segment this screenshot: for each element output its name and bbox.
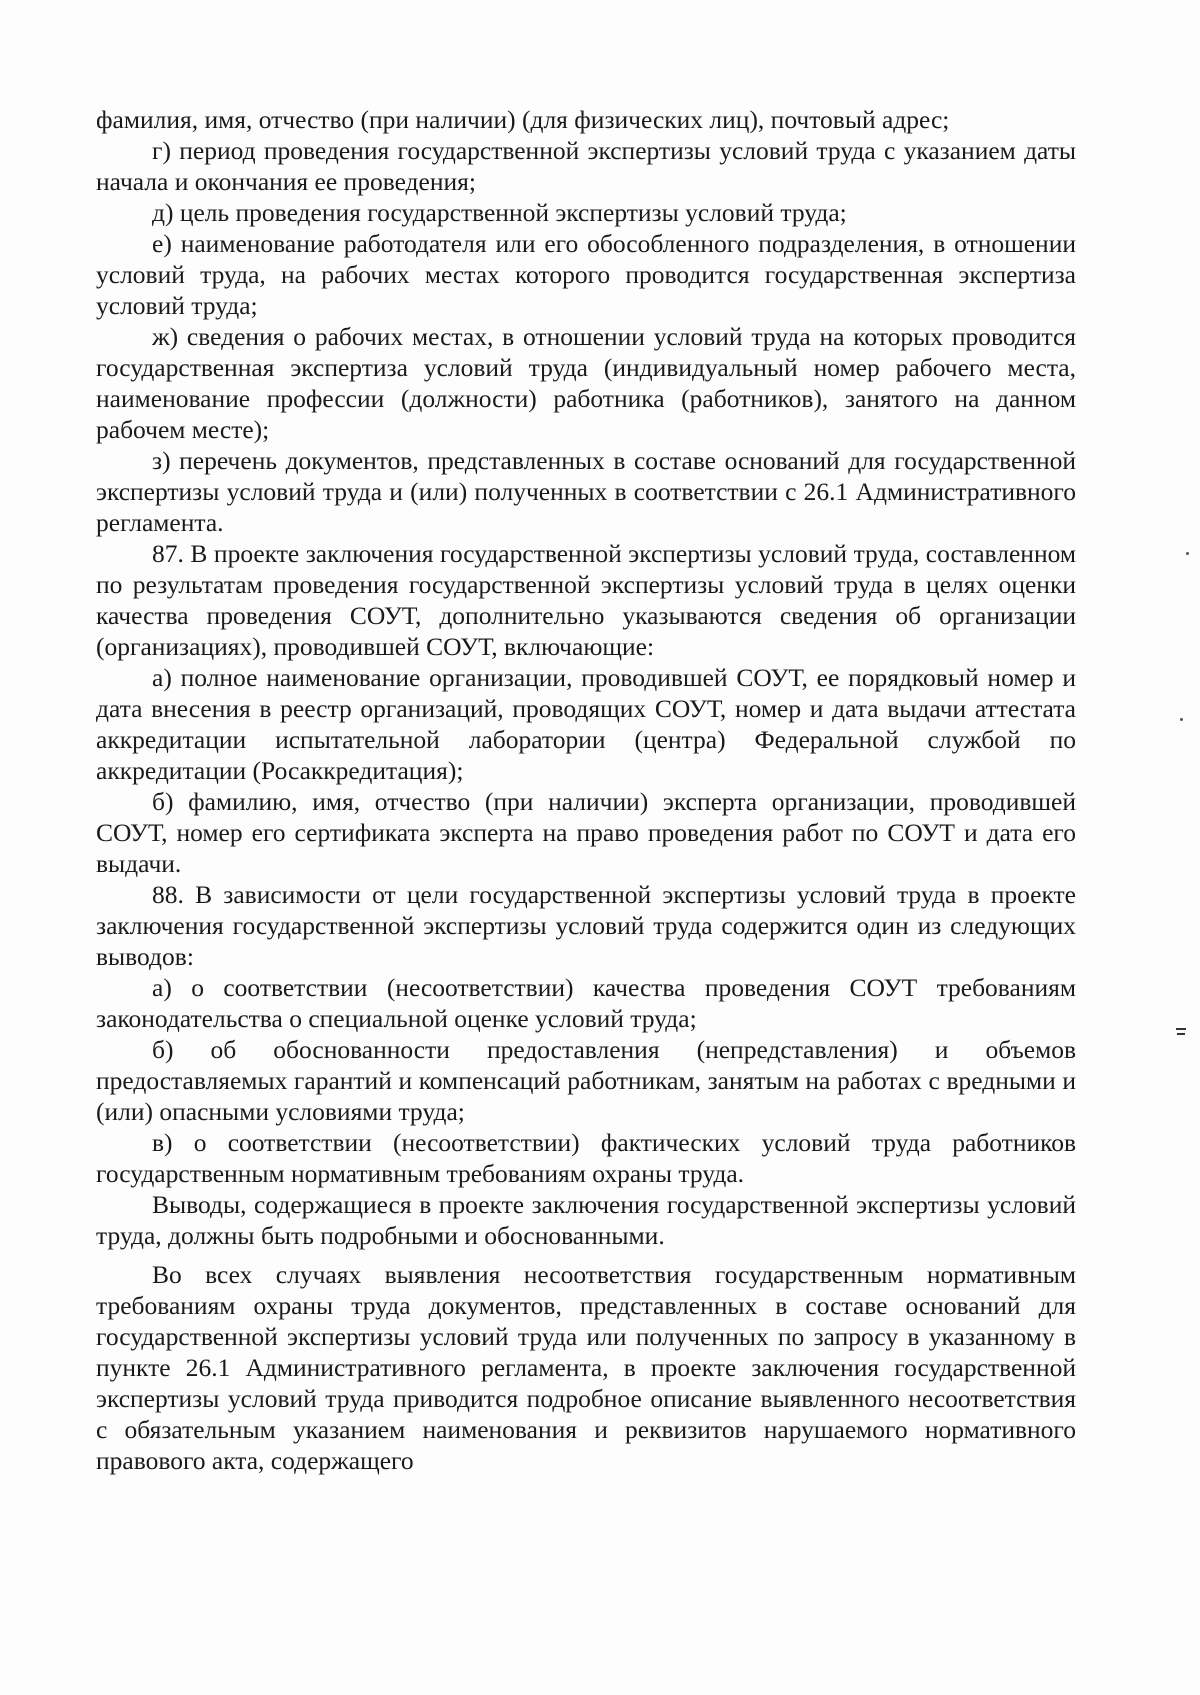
- paragraph-conclusions: Выводы, содержащиеся в проекте заключения государственной экспертизы условий труда, должны быть подробными и обоснованными.: [96, 1190, 1076, 1250]
- paragraph-88: 88. В зависимости от цели государственной экспертизы условий труда в проекте заключения государственной экспертизы условий труда содержится один из следующих выводов:: [96, 880, 1076, 971]
- paragraph-87-a: а) полное наименование организации, проводившей СОУТ, ее порядковый номер и дата внесения в реестр организаций, проводящих СОУТ, номер и дата выдачи аттестата аккредитации испытательной лаборатории (центра) Федеральной службой по аккредитации (Росаккредитация);: [96, 663, 1076, 785]
- paragraph-88-b: б) об обоснованности предоставления (непредставления) и объемов предоставляемых гарантий и компенсаций работникам, занятым на работах с вредными и (или) опасными условиями труда;: [96, 1035, 1076, 1126]
- scan-mark: [1177, 1033, 1185, 1035]
- paragraph-item-g: г) период проведения государственной экспертизы условий труда с указанием даты начала и окончания ее проведения;: [96, 136, 1076, 196]
- paragraph-87: 87. В проекте заключения государственной экспертизы условий труда, составленном по результатам проведения государственной экспертизы условий труда в целях оценки качества проведения СОУТ, дополнительно указываются сведения об организации (организациях), проводившей СОУТ, включающие:: [96, 539, 1076, 661]
- paragraph-item-d: д) цель проведения государственной экспертизы условий труда;: [152, 198, 847, 227]
- paragraph-88-v: в) о соответствии (несоответствии) фактических условий труда работников государственным нормативным требованиям охраны труда.: [96, 1128, 1076, 1188]
- paragraph-item-zh: ж) сведения о рабочих местах, в отношении условий труда на которых проводится государственная экспертиза условий труда (индивидуальный номер рабочего места, наименование профессии (должности) работника (работников), занятого на данном рабочем месте);: [96, 322, 1076, 444]
- scan-speck: [1180, 718, 1183, 721]
- scan-mark: [1176, 1028, 1186, 1030]
- scan-speck: [1186, 552, 1189, 555]
- paragraph-item-e: е) наименование работодателя или его обособленного подразделения, в отношении условий труда, на рабочих местах которого проводится государственная экспертиза условий труда;: [96, 229, 1076, 320]
- paragraph-88-a: а) о соответствии (несоответствии) качества проведения СОУТ требованиям законодательства о специальной оценке условий труда;: [96, 973, 1076, 1033]
- paragraph-item-z: з) перечень документов, представленных в составе оснований для государственной экспертизы условий труда и (или) полученных в соответствии с 26.1 Административного регламента.: [96, 446, 1076, 537]
- paragraph-nonconformity: Во всех случаях выявления несоответствия государственным нормативным требованиям охраны труда документов, представленных в составе оснований для государственной экспертизы условий труда или полученных по запросу в указанному в пункте 26.1 Административного регламента, в проекте заключения государственной экспертизы условий труда приводится подробное описание выявленного несоответствия с обязательным указанием наименования и реквизитов нарушаемого нормативного правового акта, содержащего: [96, 1260, 1076, 1475]
- document-body: [96, 104, 1076, 1476]
- paragraph-87-b: б) фамилию, имя, отчество (при наличии) эксперта организации, проводившей СОУТ, номер его сертификата эксперта на право проведения работ по СОУТ и дата его выдачи.: [96, 787, 1076, 878]
- paragraph-continuation: фамилия, имя, отчество (при наличии) (для физических лиц), почтовый адрес;: [96, 105, 950, 134]
